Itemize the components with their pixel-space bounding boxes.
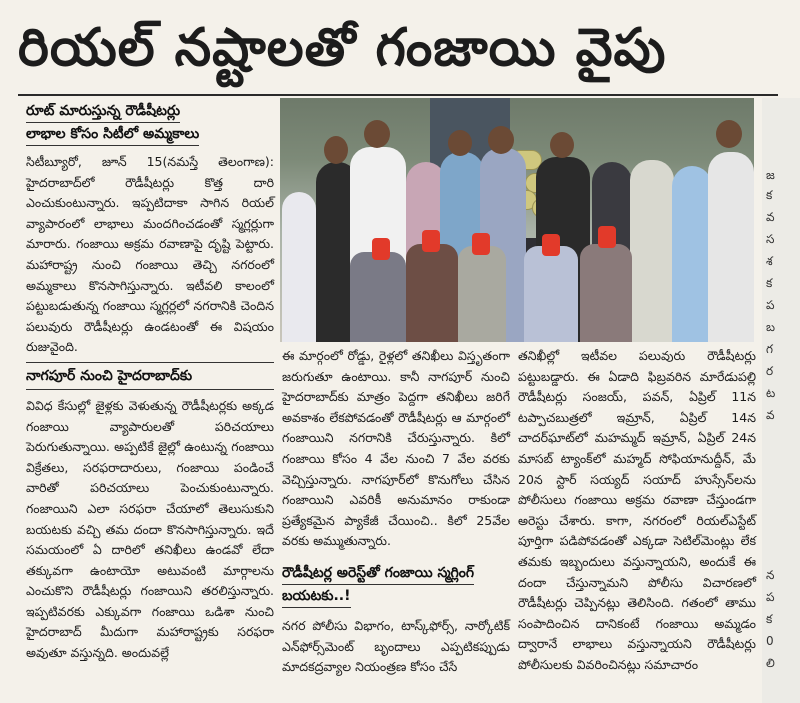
col2-paragraph-2: నగర పోలీసు విభాగం, టాస్క్‌ఫోర్స్, నార్కోటిక్ ఎన్‌ఫోర్స్‌మెంట్ బృందాలు ఎప్పటికప్పుడు మాదకద్రవ్యాల నియంత్రణ కోసం చేసే [282,617,510,675]
accused [406,244,458,342]
headline: రియల్ నష్టాలతో గంజాయి వైపు [18,17,667,78]
strip-fragment: లి [766,656,775,670]
strip-fragment: క [766,276,773,290]
officer [630,160,674,342]
head [364,120,390,148]
strip-fragment: వ [766,408,775,422]
column-3 [518,346,756,700]
column-1 [26,100,274,700]
subhead-nagpur-text: నాగపూర్ నుంచి హైదరాబాద్‌కు [26,367,193,384]
adjacent-article-strip [762,98,800,703]
officer [708,152,754,342]
face-blur [372,238,390,260]
face-blur [422,230,440,252]
head [550,132,574,158]
strip-fragment: శ [766,254,773,268]
subhead-top [26,100,274,146]
strip-fragment: క [766,612,773,626]
subhead-arrest-line1: రౌడీషీటర్ల అరెస్ట్‌తో గంజాయి స్మగ్లింగ్ [282,562,474,585]
col1-paragraph-2: వివిధ కేసుల్లో జైళ్లకు వెళుతున్న రౌడీషీటర్లకు అక్కడ గంజాయి వ్యాపారులతో పరిచయాలు పెరుగుతున్నాయి. అప్పటికే జైల్లో ఉంటున్న గంజాయి విక్రేతలు, సరఫరాదారులు, గంజాయి పండించే వారితో పరిచయాలు పెంచుకుంటున్నారు. గంజాయిని ఎలా సరఫరా చేయాలో తెలుసుకుని బయటకు వచ్చి తమ దందా కొనసాగిస్తున్నారు. ఇదే సమయంలో ఏ దారిలో తనిఖీలు ఉండవో లేదా తక్కువగా ఉంటాయో అటువంటి మార్గాలను ఎంచుకొని రౌడీషీటర్లు గంజాయిని తరలిస్తున్నారు. ఇప్పటివరకు ఎక్కువగా గంజాయి ఒడిశా నుంచి హైదరాబాద్ మీదుగా మహారాష్ట్రకు సరఫరా అవుతూ వస్తున్నది. అందువల్లే [26,397,274,661]
head [448,130,472,156]
officer [282,192,316,342]
accused [350,252,406,342]
subhead-top-line2: లాభాల కోసం సిటీలో అమ్మకాలు [26,123,199,146]
head [716,120,742,148]
subhead-arrest [282,562,510,608]
subhead-nagpur [26,362,274,390]
col3-paragraph-1: తనిఖీల్లో ఇటీవల పలువురు రౌడీషీటర్లు పట్టుబడ్డారు. ఈ ఏడాది ఫిబ్రవరిన మారేడుపల్లి రౌడీషీటర్లు సంజయ్, పవన్, ఏప్రిల్ 11న టప్పాచబుత్రలో ఇమ్రాన్, ఏప్రిల్ 14న చాదర్‌ఘాట్‌లో మహమ్మద్ ఇమ్రాన్, ఏప్రిల్ 24న మాసబ్ ట్యాంక్‌లో మహ్మద్ సోఫియానుద్దీన్, మే 20న స్టార్ సయ్యద్ సయాద్ హుస్సేన్‌లను పోలీసులు గంజాయి అక్రమ రవాణా చేస్తుండగా అరెస్టు చేశారు. కాగా, నగరంలో రియల్‌ఎస్టేట్ పూర్తిగా పడిపోవడంతో ఎక్కడా సెటిల్‌మెంట్లు లేక తమకు ఇబ్బందులు వస్తున్నాయని, అందుకే ఈ దందా చేస్తున్నామని పోలీసు విచారణలో రౌడీషీటర్లు చెప్పినట్లు తెలిసింది. గతంలో తాము సంపాదించిన దానికంటే గంజాయి అమ్మడం ద్వారానే లాభాలు వస్తున్నాయని రౌడీషీటర్లు పోలీసులకు వివరించినట్లు సమాచారం [518,348,756,672]
subhead-top-line1: రూట్ మారుస్తున్న రౌడీషీటర్లు [26,100,180,123]
strip-fragment: జ [766,168,775,182]
face-blur [598,226,616,248]
head [488,126,514,154]
accused [580,244,632,342]
headline-rule [18,94,778,96]
strip-fragment: ప [766,298,775,312]
column-2 [282,346,510,700]
strip-fragment: క [766,188,773,202]
accused [458,246,506,342]
officer [672,166,712,342]
strip-fragment: ర [766,364,774,378]
strip-fragment: 0 [766,634,774,648]
strip-fragment: గ [766,342,773,356]
strip-fragment: ట [766,386,776,400]
head [324,136,348,164]
face-blur [542,234,560,256]
strip-fragment: ప [766,590,775,604]
strip-fragment: వ [766,210,775,224]
news-photo [280,98,754,342]
col2-paragraph-1: ఈ మార్గంలో రోడ్డు, రైళ్లలో తనిఖీలు విస్తృతంగా జరుగుతూ ఉంటాయి. కానీ నాగపూర్ నుంచి హైదరాబాద్‌కు మాత్రం పెద్దగా తనిఖీలు జరిగే అవకాశం లేకపోవడంతో రౌడీషీటర్లు ఆ మార్గంలో గంజాయిని నగరానికి చేరుస్తున్నారు. కిలో గంజాయి కోసం 4 వేల నుంచి 7 వేల వరకు వెచ్చిస్తున్నారు. నాగపూర్‌లో కొనుగోలు చేసిన గంజాయిని ఎవరికీ అనుమానం రాకుండా ప్రత్యేకమైన ప్యాకేజీ చేయించి.. కిలో 25వేల వరకు అమ్ముతున్నారు. [282,348,510,549]
face-blur [472,233,490,255]
strip-fragment: స [766,232,775,246]
subhead-arrest-line2: బయటకు..! [282,585,351,608]
strip-fragment: న [766,568,775,582]
strip-fragment: బ [766,320,776,334]
accused [524,246,578,342]
col1-paragraph-1: సిటీబ్యూరో, జూన్ 15(నమస్తే తెలంగాణ): హైదరాబాద్‌లో రౌడీషీటర్లు కొత్త దారి ఎంచుకుంటున్నారు. ఇప్పటిదాకా సాగిన రియల్ వ్యాపారంలో లాభాలు మందగించడంతో స్మగ్లర్లుగా మారారు. గంజాయి అక్రమ రవాణాపై దృష్టి పెట్టారు. మహారాష్ట్ర నుంచి గంజాయి తెచ్చి నగరంలో అమ్మకాలు కొనసాగిస్తున్నారు. ఇటీవలి కాలంలో పట్టుబడుతున్న గంజాయి స్మగ్లర్లలో నగరానికి చెందిన పలువురు రౌడీషీటర్లు ఉండటంతో ఈ విషయం రుజువైంది. [26,154,274,355]
